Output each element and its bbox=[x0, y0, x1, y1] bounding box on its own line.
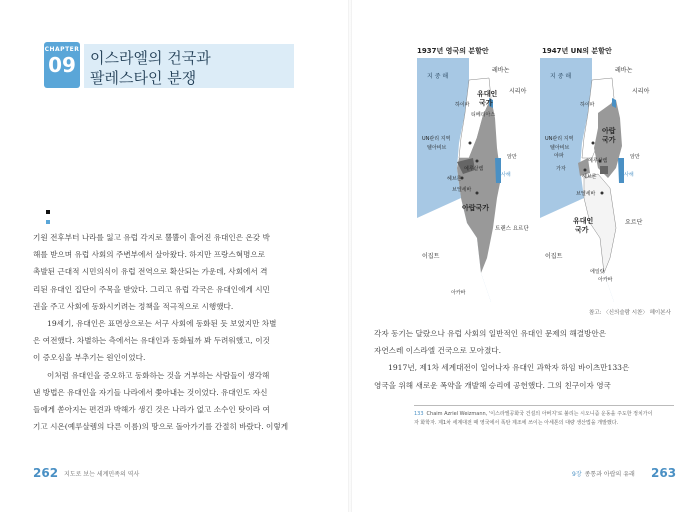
left-line-12: 기고 시온(예루살렘의 다른 이름)의 땅으로 돌아가기를 간절히 바랐다. 이렇게 bbox=[33, 422, 289, 432]
right-line-2: 자연스레 이스라엘 건국으로 모아졌다. bbox=[374, 346, 502, 356]
m1-arab-state: 아랍국가 bbox=[462, 204, 490, 212]
m1-jerusalem: 예루살렘 bbox=[464, 166, 484, 172]
m1-tiberias: 티베리아스 bbox=[471, 112, 496, 118]
m1-hebron: 헤브론 bbox=[447, 176, 462, 182]
right-page bbox=[350, 0, 700, 512]
map2-title: 1947년 UN의 분할안 bbox=[542, 47, 612, 55]
m1-jewish-state2: 국가 bbox=[479, 99, 493, 107]
footer-title: 종통과 아랍의 유래 bbox=[584, 471, 635, 478]
m2-un-zone: UN관리 지역 bbox=[545, 136, 574, 142]
m1-dead-sea: 사해 bbox=[501, 172, 511, 178]
m1-aqaba: 아카바 bbox=[451, 290, 466, 296]
footer-chapter: 9장 bbox=[572, 471, 582, 478]
m2-syria: 시리아 bbox=[632, 88, 650, 95]
right-line-3: 1917년, 제1차 세계대전이 일어나자 유대인 과학자 하임 바이츠만133은 bbox=[388, 363, 630, 373]
m2-dead-sea: 사해 bbox=[624, 172, 634, 178]
footnote-number: 133 bbox=[414, 411, 424, 417]
m2-sea: 지 중 해 bbox=[550, 73, 572, 80]
blue-bullet bbox=[46, 220, 50, 224]
m2-hebron: 헤브론 bbox=[582, 174, 597, 180]
m1-jaffa: 텔아비브 bbox=[427, 145, 447, 151]
black-bullet bbox=[46, 210, 50, 214]
chapter-badge bbox=[44, 42, 80, 88]
m2-jaffa2: 야파 bbox=[554, 153, 564, 159]
m2-beersheba: 브엘세바 bbox=[576, 191, 596, 197]
m1-sea: 지 중 해 bbox=[427, 73, 449, 80]
right-footer-text bbox=[572, 469, 635, 478]
m2-eilat: 에일랏 bbox=[590, 269, 605, 275]
m1-syria: 시리아 bbox=[509, 88, 527, 95]
m2-jaffa: 텔아비브 bbox=[550, 145, 570, 151]
m2-aqaba: 아카바 bbox=[598, 277, 613, 283]
m1-haifa: 하이파 bbox=[455, 102, 470, 108]
left-line-7: 은 여전했다. 차별하는 측에서는 유대인과 동화될까 봐 두려워했고, 이것 bbox=[33, 336, 270, 346]
map1-title: 1937년 영국의 분할안 bbox=[417, 47, 489, 55]
chapter-title bbox=[84, 44, 294, 88]
m2-lebanon: 레바논 bbox=[615, 67, 633, 74]
left-line-8: 이 증오심을 부추기는 원인이었다. bbox=[33, 353, 146, 363]
m1-lebanon: 레바논 bbox=[492, 67, 510, 74]
footnote-line-2: 자 화학자. 제1차 세계대전 때 영국에서 폭탄 제조에 쓰이는 아세톤의 대량 생산법을 개발했다. bbox=[414, 420, 619, 426]
footnote bbox=[414, 410, 674, 428]
m2-arab-state2: 국가 bbox=[602, 136, 616, 144]
left-line-6: 19세기, 유대인은 표면상으로는 서구 사회에 동화된 듯 보였지만 차별 bbox=[47, 319, 277, 329]
map-1937-british-partition bbox=[417, 58, 535, 302]
m1-amman: 암만 bbox=[507, 154, 517, 160]
map-1947-un-partition bbox=[540, 58, 658, 302]
m1-beersheba: 브엘세바 bbox=[452, 187, 472, 193]
m2-arab-state: 아랍 bbox=[602, 127, 616, 135]
right-line-4: 영국을 위해 새로운 폭약을 개발해 승리에 공헌했다. 그의 친구이자 영국 bbox=[374, 380, 611, 390]
map-caption: 참고: 〈신의슬람 시찬〉 헤이본사 bbox=[589, 310, 671, 316]
m2-gaza: 가자 bbox=[556, 166, 566, 172]
right-body-text bbox=[374, 325, 674, 394]
left-page-number: 262 bbox=[33, 466, 59, 480]
chapter-title-line1: 이스라엘의 건국과 bbox=[90, 49, 211, 67]
left-body-text bbox=[33, 229, 318, 435]
m2-jewish-state2: 국가 bbox=[575, 226, 589, 234]
right-page-number: 263 bbox=[651, 466, 677, 480]
m1-transjordan: 트랜스 요르단 bbox=[495, 226, 529, 232]
left-footer-text: 지도로 보는 세계민족의 역사 bbox=[64, 471, 140, 478]
left-line-10: 낸 방법은 유대인을 자기들 나라에서 쫓아내는 것이었다. 유대인도 자신 bbox=[33, 387, 268, 397]
m2-jordan: 요르단 bbox=[625, 219, 643, 226]
left-line-5: 권을 주고 사회에 동화시키려는 정책을 적극적으로 시행했다. bbox=[33, 301, 234, 311]
left-line-1: 기원 전후부터 나라를 잃고 유럽 각지로 뿔뿔이 흩어진 유대인은 온갖 박 bbox=[33, 233, 270, 242]
left-line-9: 이처럼 유대인을 증오하고 동화하는 것을 거부하는 사람들이 생각해 bbox=[47, 370, 270, 380]
m2-haifa: 하이파 bbox=[580, 102, 595, 108]
m2-jewish-state: 유대인 bbox=[573, 217, 594, 225]
m1-egypt: 이집트 bbox=[422, 253, 440, 260]
m1-jewish-state: 유대인 bbox=[477, 90, 498, 98]
chapter-title-line2: 팔레스타인 분쟁 bbox=[90, 69, 197, 87]
left-line-11: 들에게 쏟아지는 편견과 박해가 생긴 것은 나라가 없고 소수인 탓이라 여 bbox=[33, 405, 270, 415]
m2-egypt: 이집트 bbox=[545, 253, 563, 260]
left-line-3: 촉발된 근대적 시민의식이 유럽 전역으로 확산되는 가운데, 사회에서 격 bbox=[33, 267, 268, 277]
left-line-4: 리된 유대인 집단이 주목을 받았다. 그리고 유럽 각국은 유대인에게 시민 bbox=[33, 284, 270, 294]
footnote-line-1 bbox=[414, 410, 674, 419]
chapter-number: 09 bbox=[48, 53, 76, 77]
footnote-text-1: Chaim Azriel Weizmann, '이스라엘공화국 건설의 아버지'로 불리는 시오니즘 운동을 주도한 정치가이 bbox=[426, 411, 653, 417]
m2-jerusalem: 예루살렘 bbox=[588, 158, 608, 164]
footnote-rule bbox=[414, 405, 674, 406]
m2-amman: 암만 bbox=[630, 154, 640, 160]
left-line-2: 해를 받으며 유럽 사회의 주변부에서 살아왔다. 하지만 프랑스혁명으로 bbox=[33, 250, 266, 260]
chapter-label: CHAPTER bbox=[44, 46, 80, 53]
right-line-1: 각자 동기는 달랐으나 유럽 사회의 일반적인 유대인 문제의 해결방안은 bbox=[374, 329, 607, 338]
m1-un-zone: UN관리 지역 bbox=[422, 136, 451, 142]
